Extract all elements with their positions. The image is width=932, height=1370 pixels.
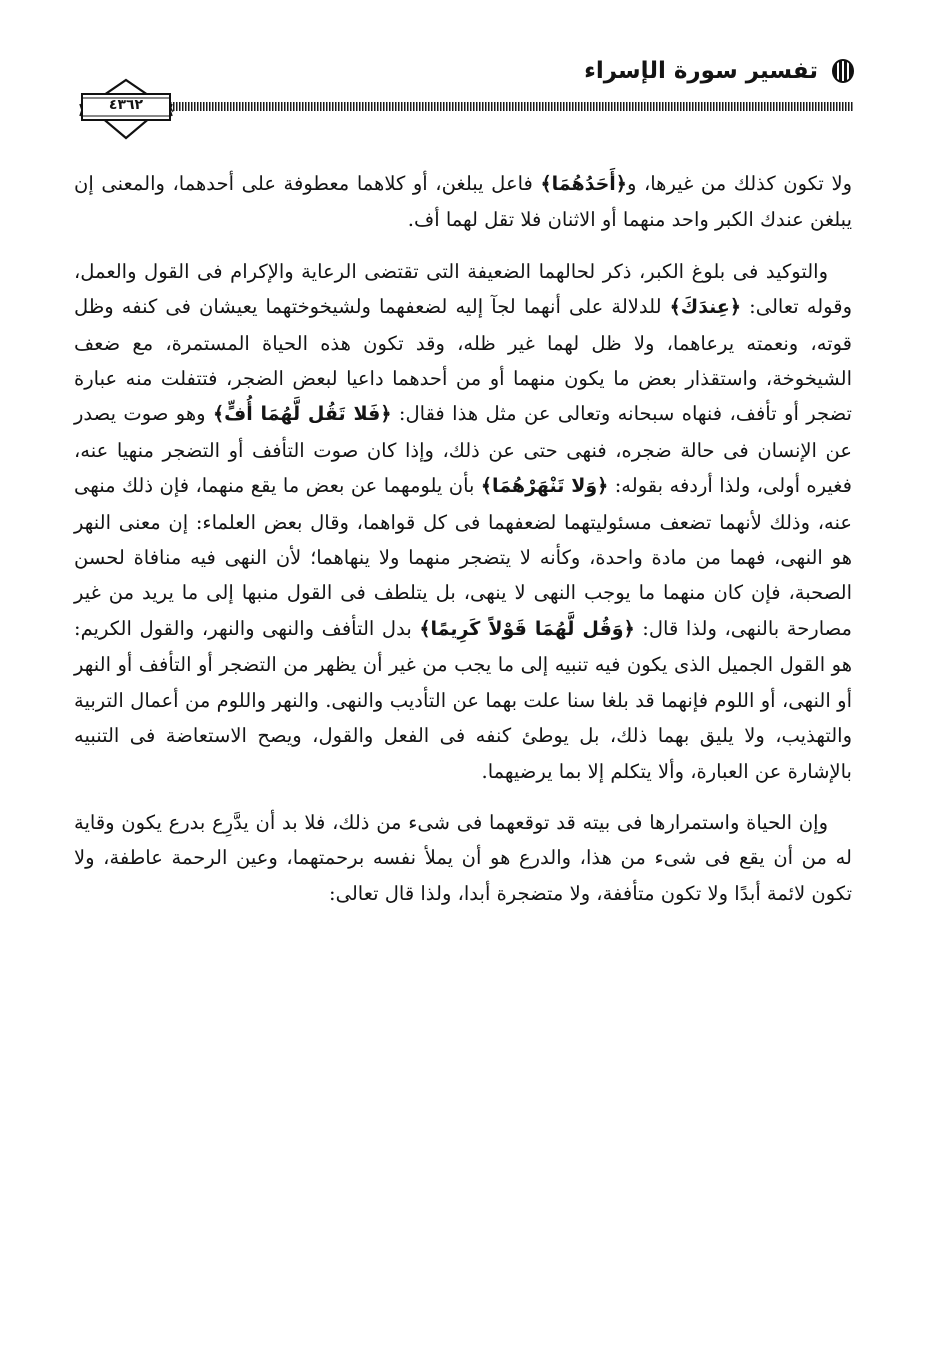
page-number-frame-icon [78,78,174,154]
text-run: والتوكيد فى بلوغ الكبر، ذكر لحالهما الضعيفة التى تقتضى الرعاية والإكرام فى القول والعمل، وقوله تعالى: [74,259,852,319]
page-header [78,58,854,148]
page-number: ٤٣٦٢ [108,97,144,113]
quran-quote: ﴿أَحَدُهُمَا﴾ [540,173,627,195]
quran-quote: ﴿فَلا تَقُل لَّهُمَا أُفٍّ﴾ [212,403,392,426]
text-run: بأن يلومهما عن بعض ما يقع منهما، فإن ذلك منهى عنه، وذلك لأنهما تضعف مسئوليتهما لضعفهما فى كل قواهما، وقال بعض العلماء: إن معنى النهر هو النهى، فهما من مادة واحدة، وكأنه لا يتضجر منهما ولا ينهاهما؛ لأن النهى فيه منافاة لحسن الصحبة، فإن كان منهما ما يوجب النهى لا ينهى، بل يتلطف فى القول منبها إلى ما يريد من غير مصارحة بالنهى، ولذا قال: [74,474,853,640]
quran-quote: ﴿وَلا تَنْهَرْهُمَا﴾ [480,475,609,498]
quran-quote: ﴿عِندَكَ﴾ [669,296,742,319]
text-run: ولا تكون كذلك من غيرها، و [626,172,852,195]
header-rule [164,102,854,111]
page-number-badge [78,78,174,154]
running-head-title: تفسير سورة الإسراء [584,58,818,84]
page-body [74,166,852,911]
text-run: فاعل يبلغن، أو كلاهما معطوفة على أحدهما، والمعنى إن يبلغن عندك الكبر واحد منهما أو الاثنان فلا تقل لهما أف. [74,172,852,232]
quran-quote: ﴿وَقُل لَّهُمَا قَوْلاً كَرِيمًا﴾ [419,617,635,640]
running-head [584,58,854,84]
text-run: بدل التأفف والنهى والنهر، والقول الكريم: هو القول الجميل الذى يكون فيه تنبيه إلى ما يجب من غير أن يظهر من التضجر أو التأفف أو النهر أو النهى، أو اللوم فإنهما قد بلغا سنا علت بهما عن التأديب والنهى. والنهر واللوم من أعمال التربية والتهذيب، ولا يليق بهما ذلك، بل يوطئ كنفه فى الفعل والقول، ويصح الاستعاضة فى التنبيه بالإشارة عن العبارة، وألا يتكلم إلا بما يرضيهما. [74,616,852,783]
ornament-icon [832,59,854,83]
paragraph-3 [74,805,852,911]
paragraph-2 [74,254,852,789]
text-run: وهو صوت يصدر عن الإنسان فى حالة ضجره، فنهى حتى عن ذلك، وإذا كان صوت التأفف أو التضجر منهيا عنه، فغيره أولى، ولذا أردفه بقوله: [74,402,853,498]
text-run: وإن الحياة واستمرارها فى بيته قد توقعهما فى شىء من ذلك، فلا بد أن يدَّرِع بدرع يكون وقاية له من أن يقع فى شىء من هذا، والدرع هو أن يملأ نفسه برحمتهما، وعين الرحمة عاطفة، ولا تكون لائمة أبدًا ولا تكون متأففة، ولا متضجرة أبدا، ولذا قال تعالى: [74,810,852,905]
text-run: للدلالة على أنهما لجآ إليه لضعفهما ولشيخوختهما يعيشان فى كنفه وظل قوته، ونعمته يرعاهما، ولا ظل لهما غير ظله، وقد تكون هذه الحياة المستمرة، مع ضعف الشيخوخة، واستقذار بعض ما يكون منهما أو من أحدهما داعيا لبعض الضجر، فتتفلت منه عبارة تضجر أو تأفف، فنهاه سبحانه وتعالى عن مثل هذا فقال: [74,295,852,426]
paragraph-1 [74,166,852,238]
